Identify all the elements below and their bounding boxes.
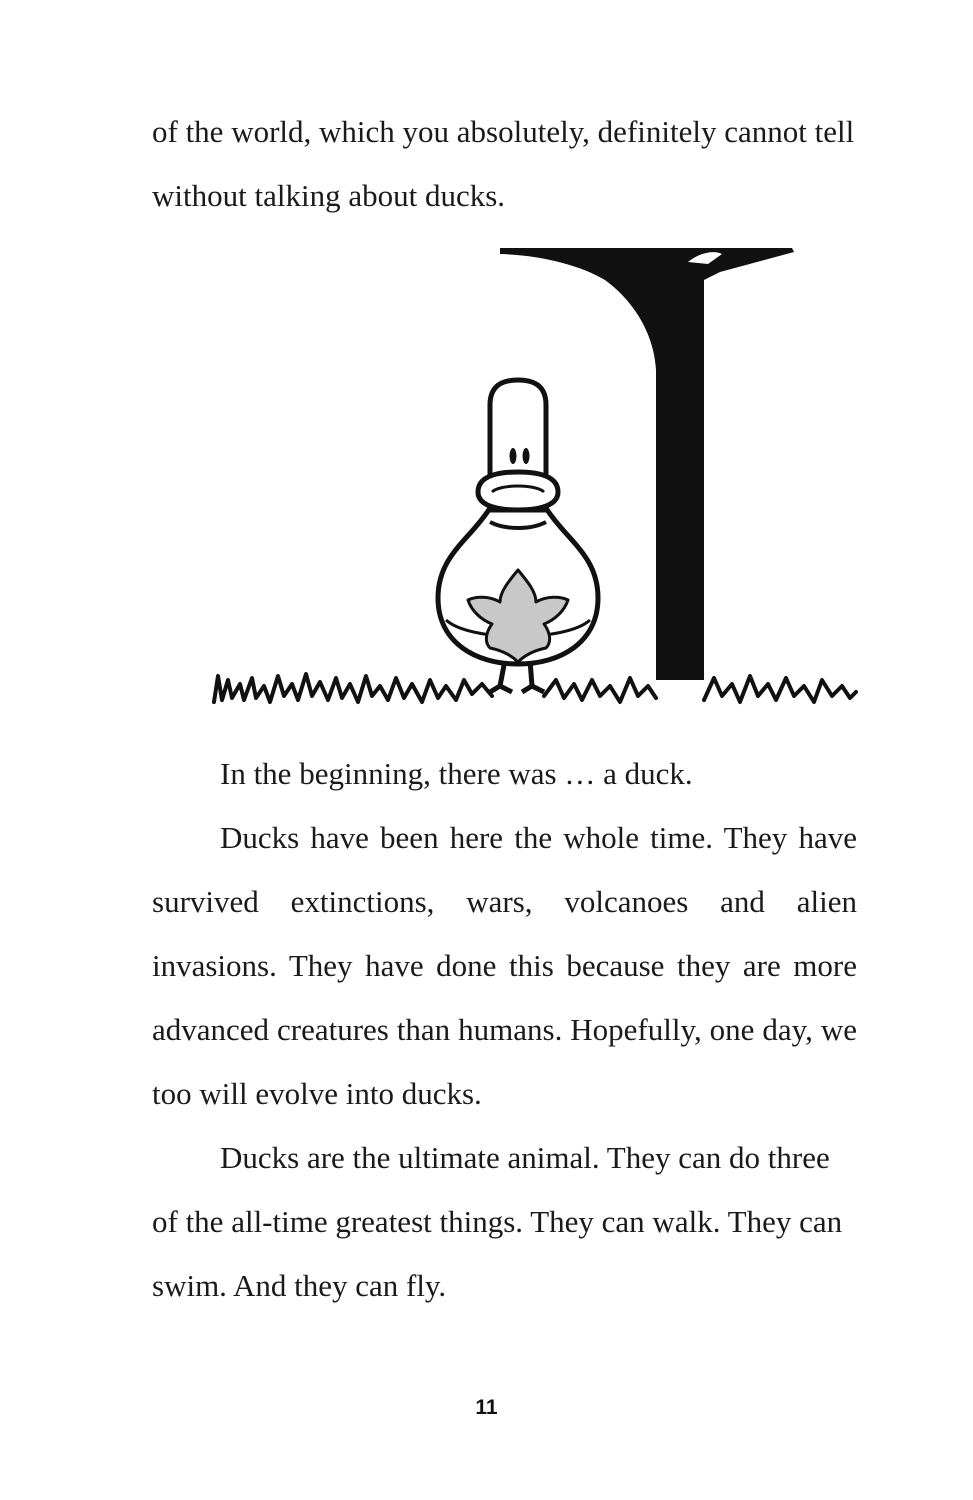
paragraph-2: Ducks have been here the whole time. They have survived extinctions, wars, volcanoes and alien invasions. They have done this because they are more advanced creatures than humans. Hopefully, one day, we too will evolve into ducks.: [152, 820, 857, 1111]
top-text-block: [152, 100, 857, 228]
paragraph-3: Ducks are the ultimate animal. They can do three of the all-time greatest things. They can walk. They can swim. And they can fly.: [152, 1140, 843, 1303]
page-number: 11: [475, 1396, 498, 1419]
body-text-block: [152, 742, 857, 1318]
paragraph-1: In the beginning, there was … a duck.: [220, 756, 693, 791]
duck-icon: [438, 380, 598, 692]
top-paragraph: of the world, which you absolutely, definitely cannot tell without talking about ducks.: [152, 114, 855, 213]
duck-under-tree-illustration: [200, 240, 870, 720]
